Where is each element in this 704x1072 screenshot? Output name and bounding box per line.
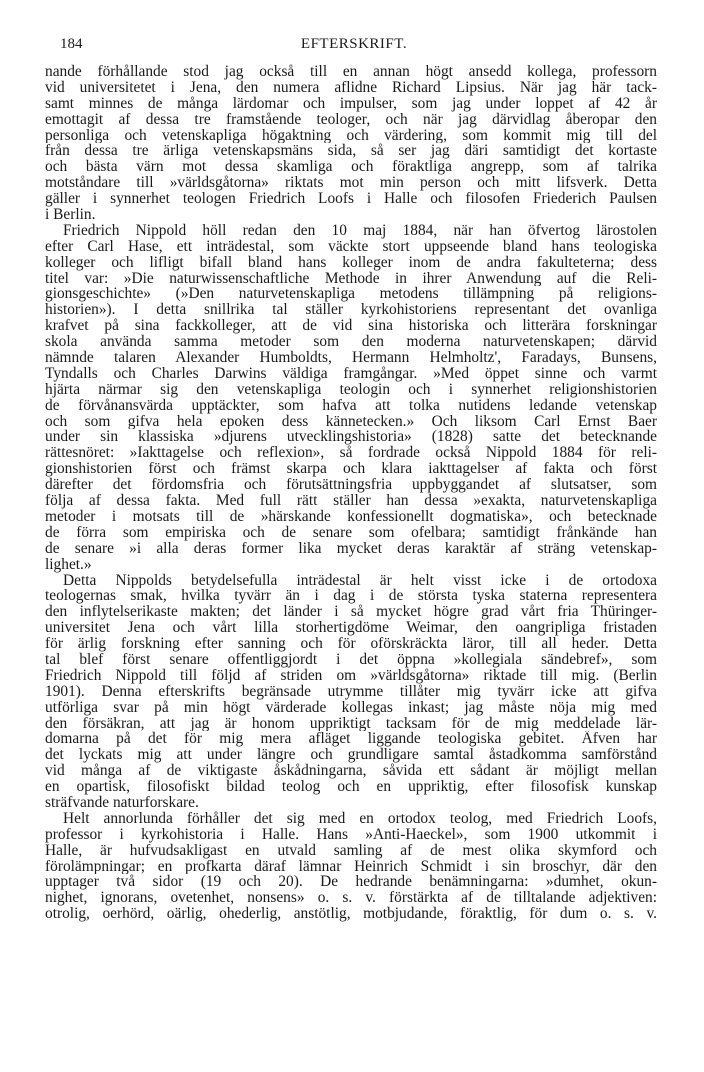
text-line: under sin klassiska »djurens utvecklingshistoria» (1828) satte det betecknande (45, 429, 657, 446)
text-line: professor i kyrkohistoria i Halle. Hans »Anti-Haeckel», som 1900 utkommit i (45, 826, 657, 843)
text-line: gionshistorien först och främst skarpa och klara iakttagelser af fakta och först (45, 461, 657, 478)
text-line: gäller i synnerhet teologen Friedrich Loofs i Halle och filosofen Friederich Paulsen (45, 191, 657, 208)
text-line: metoder i motsats till de »härskande konfessionellt dogmatiska», och betecknade (45, 508, 657, 525)
text-line: tal blef först senare offentliggjordt i det öppna »kollegiala sändebref», som (45, 651, 657, 668)
text-line: det lyckats mig att under längre och grundligare samtal åstadkomma samförstånd (45, 747, 657, 764)
text-line: hjärta närmar sig den vetenskapliga teologin och i synnerhet religionshistorien (45, 381, 657, 398)
text-line: den försäkran, att jag är honom uppriktigt tacksam för de mig meddelade lär- (45, 715, 657, 732)
text-line: lighet.» (45, 556, 92, 573)
text-line: de senare »i alla deras former lika mycket deras karaktär af sträng vetenskap- (45, 540, 657, 557)
text-line: domarna på det för mig mera afläget liggande teologiska gebitet. Äfven har (45, 731, 657, 748)
text-line: Detta Nippolds betydelsefulla inträdestal är helt visst icke i de ortodoxa (63, 572, 657, 589)
page-number: 184 (60, 36, 83, 52)
text-line: de förra som empiriska och de senare som ofelbara; samtidigt frånkände han (45, 524, 657, 541)
text-line: rättesnöret: »Iakttagelse och reflexion», så fordrade också Nippold 1884 för reli- (45, 445, 657, 462)
text-line: samt minnes de många lärdomar och impulser, som jag under loppet af 42 år (45, 95, 657, 112)
page-header (60, 34, 648, 54)
text-line: Friedrich Nippold till följd af striden om »världsgåtorna» riktade till mig. (Berlin (45, 667, 657, 684)
text-line: vid universitetet i Jena, den numera aflidne Richard Lipsius. När jag här tack- (45, 79, 657, 96)
text-line: och som gifva hela epoken dess kännetecken.» Och liksom Carl Ernst Baer (45, 413, 657, 430)
text-line: den inflytelserikaste makten; det länder i så mycket högre grad vårt fria Thüringer- (45, 604, 657, 621)
text-line: 1901). Denna efterskrifts begränsade utrymme tillåter mig tyvärr icke att gifva (45, 683, 657, 700)
text-line: och bästa värn mot dessa skamliga och föraktliga angrepp, som af talrika (45, 159, 657, 176)
text-line: efter Carl Hase, ett inträdestal, som väckte stort uppseende bland hans teologiska (45, 238, 657, 255)
text-line: motståndare till »världsgåtorna» riktats mot min person och mitt lifsverk. Detta (45, 175, 657, 192)
text-line: för ärlig forskning efter sanning och för oförskräckta läror, till all heder. Detta (45, 636, 657, 652)
text-line: nämnde talaren Alexander Humboldts, Hermann Helmholtz', Faradays, Bunsens, (45, 350, 657, 366)
text-line: titel var: »Die naturwissenschaftliche Methode in ihrer Anwendung auf die Reli- (45, 270, 657, 287)
running-title: EFTERSKRIFT. (300, 36, 408, 52)
text-line: Helt annorlunda förhåller det sig med en ortodox teolog, med Friedrich Loofs, (63, 810, 657, 827)
text-line: därefter det fördomsfria och förutsättningsfria uppbyggandet af slutsatser, som (45, 477, 657, 494)
text-line: kolleger och lifligt bifall bland hans kolleger inom de andra fakulteterna; dess (45, 254, 657, 271)
text-line: en opartisk, filosofiskt bildad teolog och en uppriktig, efter filosofisk kunskap (45, 779, 657, 795)
text-line: Friedrich Nippold höll redan den 10 maj 1884, när han öfvertog lärostolen (63, 222, 657, 239)
text-line: från dessa tre ärliga vetenskapsmäns sida, så ser jag däri samtidigt det kortaste (45, 143, 657, 160)
text-line: nighet, ignorans, ovetenhet, nonsens» o. s. v. förstärkta af de tilltalande adjektiven: (45, 890, 657, 907)
body-text (45, 64, 657, 922)
text-line: de förvånansvärda upptäckter, som hafva att tolka nutidens ledande vetenskap (45, 397, 657, 414)
text-line: i Berlin. (45, 207, 96, 223)
text-line: vid många af de viktigaste åskådningarna, såvida ett sådant är möjligt mellan (45, 763, 657, 780)
text-line: universitet Jena och vårt lilla storhertigdöme Weimar, den oangripliga fristaden (45, 620, 657, 637)
text-line: sträfvande naturforskare. (45, 794, 199, 811)
text-line: otrolig, oerhörd, oärlig, ohederlig, anstötlig, motbjudande, föraktlig, för dum o. s. v. (45, 906, 657, 923)
text-line: historien»). I detta snillrika tal ställer kyrkohistoriens representant det ovanliga (45, 302, 657, 319)
text-line: nande förhållande stod jag också till en annan högt ansedd kollega, professorn (45, 64, 657, 80)
text-line: teologernas smak, hvilka tyvärr än i dag i de största tyska staterna representera (45, 588, 657, 605)
text-line: upptager två sidor (19 och 20). De hedrande benämningarna: »dumhet, okun- (45, 874, 657, 891)
text-line: krafvet på sina fackkolleger, att de vid sina historiska och litterära forskningar (45, 318, 657, 335)
text-line: gionsgeschichte» (»Den naturvetenskapliga metodens tillämpning på religions- (45, 286, 657, 303)
text-line: personliga och vetenskapliga högaktning och värdering, som kommit mig till del (45, 127, 657, 144)
text-line: Halle, är hufvudsakligast en utvald samling af de mest olika skymford och (45, 842, 657, 859)
text-line: förolämpningar; en profkarta däraf lämnar Heinrich Schmidt i sin broschyr, där den (45, 858, 657, 875)
text-line: Tyndalls och Charles Darwins väldiga framgångar. »Med öppet sinne och varmt (45, 365, 657, 382)
text-line: skola använda samma metoder som den moderna naturvetenskapen; därvid (45, 334, 657, 351)
text-line: följa af dessa fakta. Med full rätt ställer han dessa »exakta, naturvetenskapliga (45, 493, 657, 509)
text-line: emottagit af dessa tre framstående teologer, och när jag därvidlag åberopar den (45, 111, 657, 128)
text-line: utförliga svar på min högt värderade kollegas inkast; jag måste nöja mig med (45, 699, 657, 716)
